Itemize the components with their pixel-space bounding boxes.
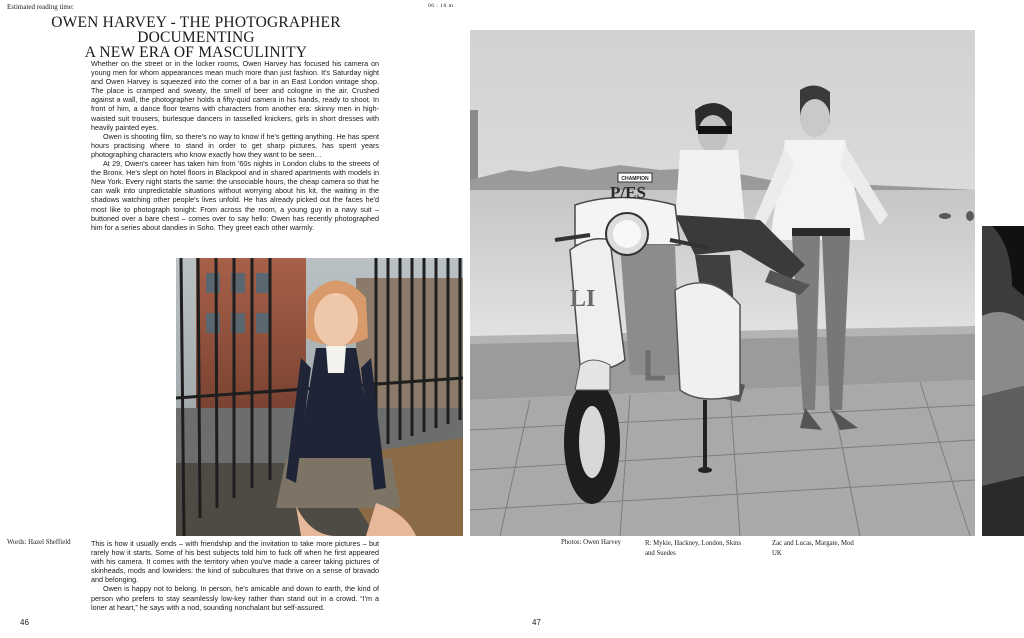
photo-girl-by-railing xyxy=(176,258,463,536)
page-number-right: 47 xyxy=(532,618,541,627)
reading-time-label: Estimated reading time: xyxy=(7,3,74,11)
credit-photos: Photos: Owen Harvey xyxy=(561,539,622,546)
title-line-2: A NEW ERA OF MASCULINITY xyxy=(84,44,308,61)
title-line-1: OWEN HARVEY - THE PHOTOGRAPHER DOCUMENTING xyxy=(51,14,341,46)
caption-zac-lucas: Zac and Lucas, Margate, Mod UK xyxy=(772,540,854,557)
photo-cropped-edge xyxy=(982,226,1024,536)
photo-mods-with-scooter xyxy=(470,30,975,536)
article-body-top xyxy=(91,59,379,232)
scooter-plate-text: LI xyxy=(570,286,596,312)
article-title xyxy=(7,15,385,60)
paragraph: Owen is shooting film, so there's no way to know if he's getting anything. He has spent hours practising where to stand in order to get sharp pictures, has spent years photographing characters who know exactly how they want to be seen… xyxy=(91,131,379,159)
paragraph: Whether on the street or in the locker rooms, Owen Harvey has focused his camera on young men for whom appearances mean much more than just fashion. It's Saturday night and Owen Harvey is squeezed into the corner of a bar in an East London vintage shop. The place is cramped and sweaty, the smell of beer and cologne in the air. Crushed against a wall, the photographer holds a fifty-quid camera in his hands, ready to shoot. In front of him, a dance floor teams with characters from another era: skinny men in high-waisted suit trousers, burlesque dancers in tasselled knickers, girls in short dresses with heavily painted eyes. xyxy=(91,59,379,132)
paragraph: Owen is happy not to belong. In person, he's amicable and down to earth, the kind of person who prefers to stay seamlessly low-key rather than stand out in a crowd. “I'm a loner at heart,” he says with a nod, sounding nonchalant but self-assured. xyxy=(91,584,379,612)
reading-time-value: 06 : 16 m xyxy=(428,3,454,9)
paragraph: This is how it usually ends – with friendship and the invitation to take more pictures – but rarely how it starts. Some of his best subjects told him to fuck off when he first appeared with his camera. It comes with the territory when you've made a career taking pictures of skinheads, mods and lowriders: the kind of subcultures that thrive on a sense of bravado and belonging. xyxy=(91,539,379,585)
scooter-badge-text: CHAMPION xyxy=(621,176,649,182)
article-body-bottom xyxy=(91,539,379,612)
scooter-screen-text: P/ES xyxy=(610,183,646,202)
page-number-left: 46 xyxy=(20,618,29,627)
paragraph: At 29, Owen's career has taken him from '60s nights in London clubs to the streets of the Bronx. He's slept on hotel floors in Blackpool and in shared apartments with models in New York. Every night starts the same: the unsociable hours, the cheap camera so that he can walk into unpredictable situations without worrying about his kit, the waiting in the shadows watching other people's lives unfold. He has already picked out the faces he'd most like to photograph tonight: From across the room, a young guy in a navy suit – buttoned over a bare chest – comes over to say hello: Owen has recently photographed him for a series about dandies in Soho. They greet each other warmly. xyxy=(91,159,379,232)
caption-right-photo: R: Mykie, Hackney, London, Skins and Suedes xyxy=(645,540,742,557)
credit-words: Words: Hazel Sheffield xyxy=(7,539,71,546)
